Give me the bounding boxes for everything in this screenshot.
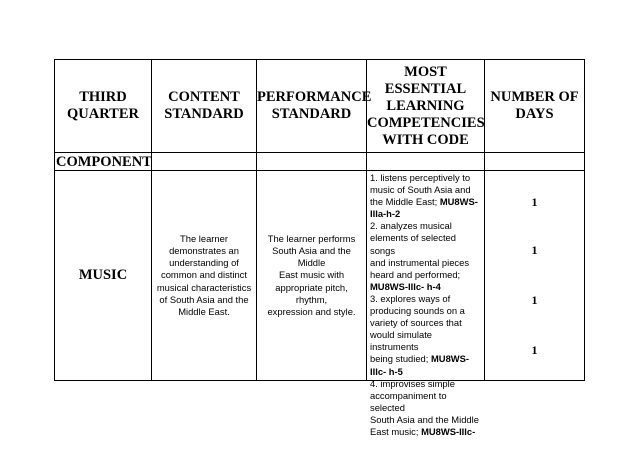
days-value: 1 — [531, 195, 538, 209]
competency-code: MU8WS- — [431, 353, 470, 365]
performance-standard: The learner performs South Asia and the Middle East music with appropriate pitch, rhythm, expression and style. — [257, 171, 367, 381]
competency-list — [370, 172, 481, 437]
days-value: 1 — [531, 293, 538, 307]
competency-code: IIIa-h-2 — [370, 208, 401, 220]
competency-code: MU8WS-IIIc- h-4 — [370, 280, 441, 292]
component-row — [55, 153, 585, 171]
header-performance-standard: PERFORMANCE STANDARD — [257, 60, 367, 153]
competency-item: 1. listens perceptively to music of South Asia and the Middle East; MU8WS- IIIa-h-2 — [370, 172, 478, 220]
table-row — [55, 171, 585, 381]
competency-item: 2. analyzes musical elements of selected songs and instrumental pieces heard and performed; MU8WS-IIIc- h-4 — [370, 220, 470, 292]
competency-code: IIIc- h-5 — [370, 365, 403, 377]
competency-code: MU8WS-IIIc- — [421, 425, 476, 437]
header-content-standard: CONTENT STANDARD — [152, 60, 257, 153]
days-cell — [485, 171, 585, 381]
competencies-cell — [367, 171, 485, 437]
content-standard: The learner demonstrates an understanding of common and distinct musical characteristics of South Asia and the Middle East. — [152, 171, 257, 381]
component-name: MUSIC — [55, 171, 152, 381]
header-days: NUMBER OF DAYS — [485, 60, 585, 153]
days-value: 1 — [531, 243, 538, 257]
header-row — [55, 60, 585, 153]
header-competencies: MOST ESSENTIAL LEARNING COMPETENCIES WITH CODE — [367, 60, 485, 153]
curriculum-table — [54, 59, 585, 437]
days-value: 1 — [531, 343, 538, 357]
competency-item: 4. improvises simple accompaniment to selected South Asia and the Middle East music; MU8WS-IIIc- — [370, 377, 479, 437]
component-label: COMPONENT — [56, 153, 152, 170]
competency-code: MU8WS- — [439, 196, 478, 208]
header-quarter: THIRD QUARTER — [55, 60, 152, 153]
competency-item: 3. explores ways of producing sounds on a variety of sources that would simulate instruments being studied; MU8WS- IIIc- h-5 — [370, 292, 470, 377]
